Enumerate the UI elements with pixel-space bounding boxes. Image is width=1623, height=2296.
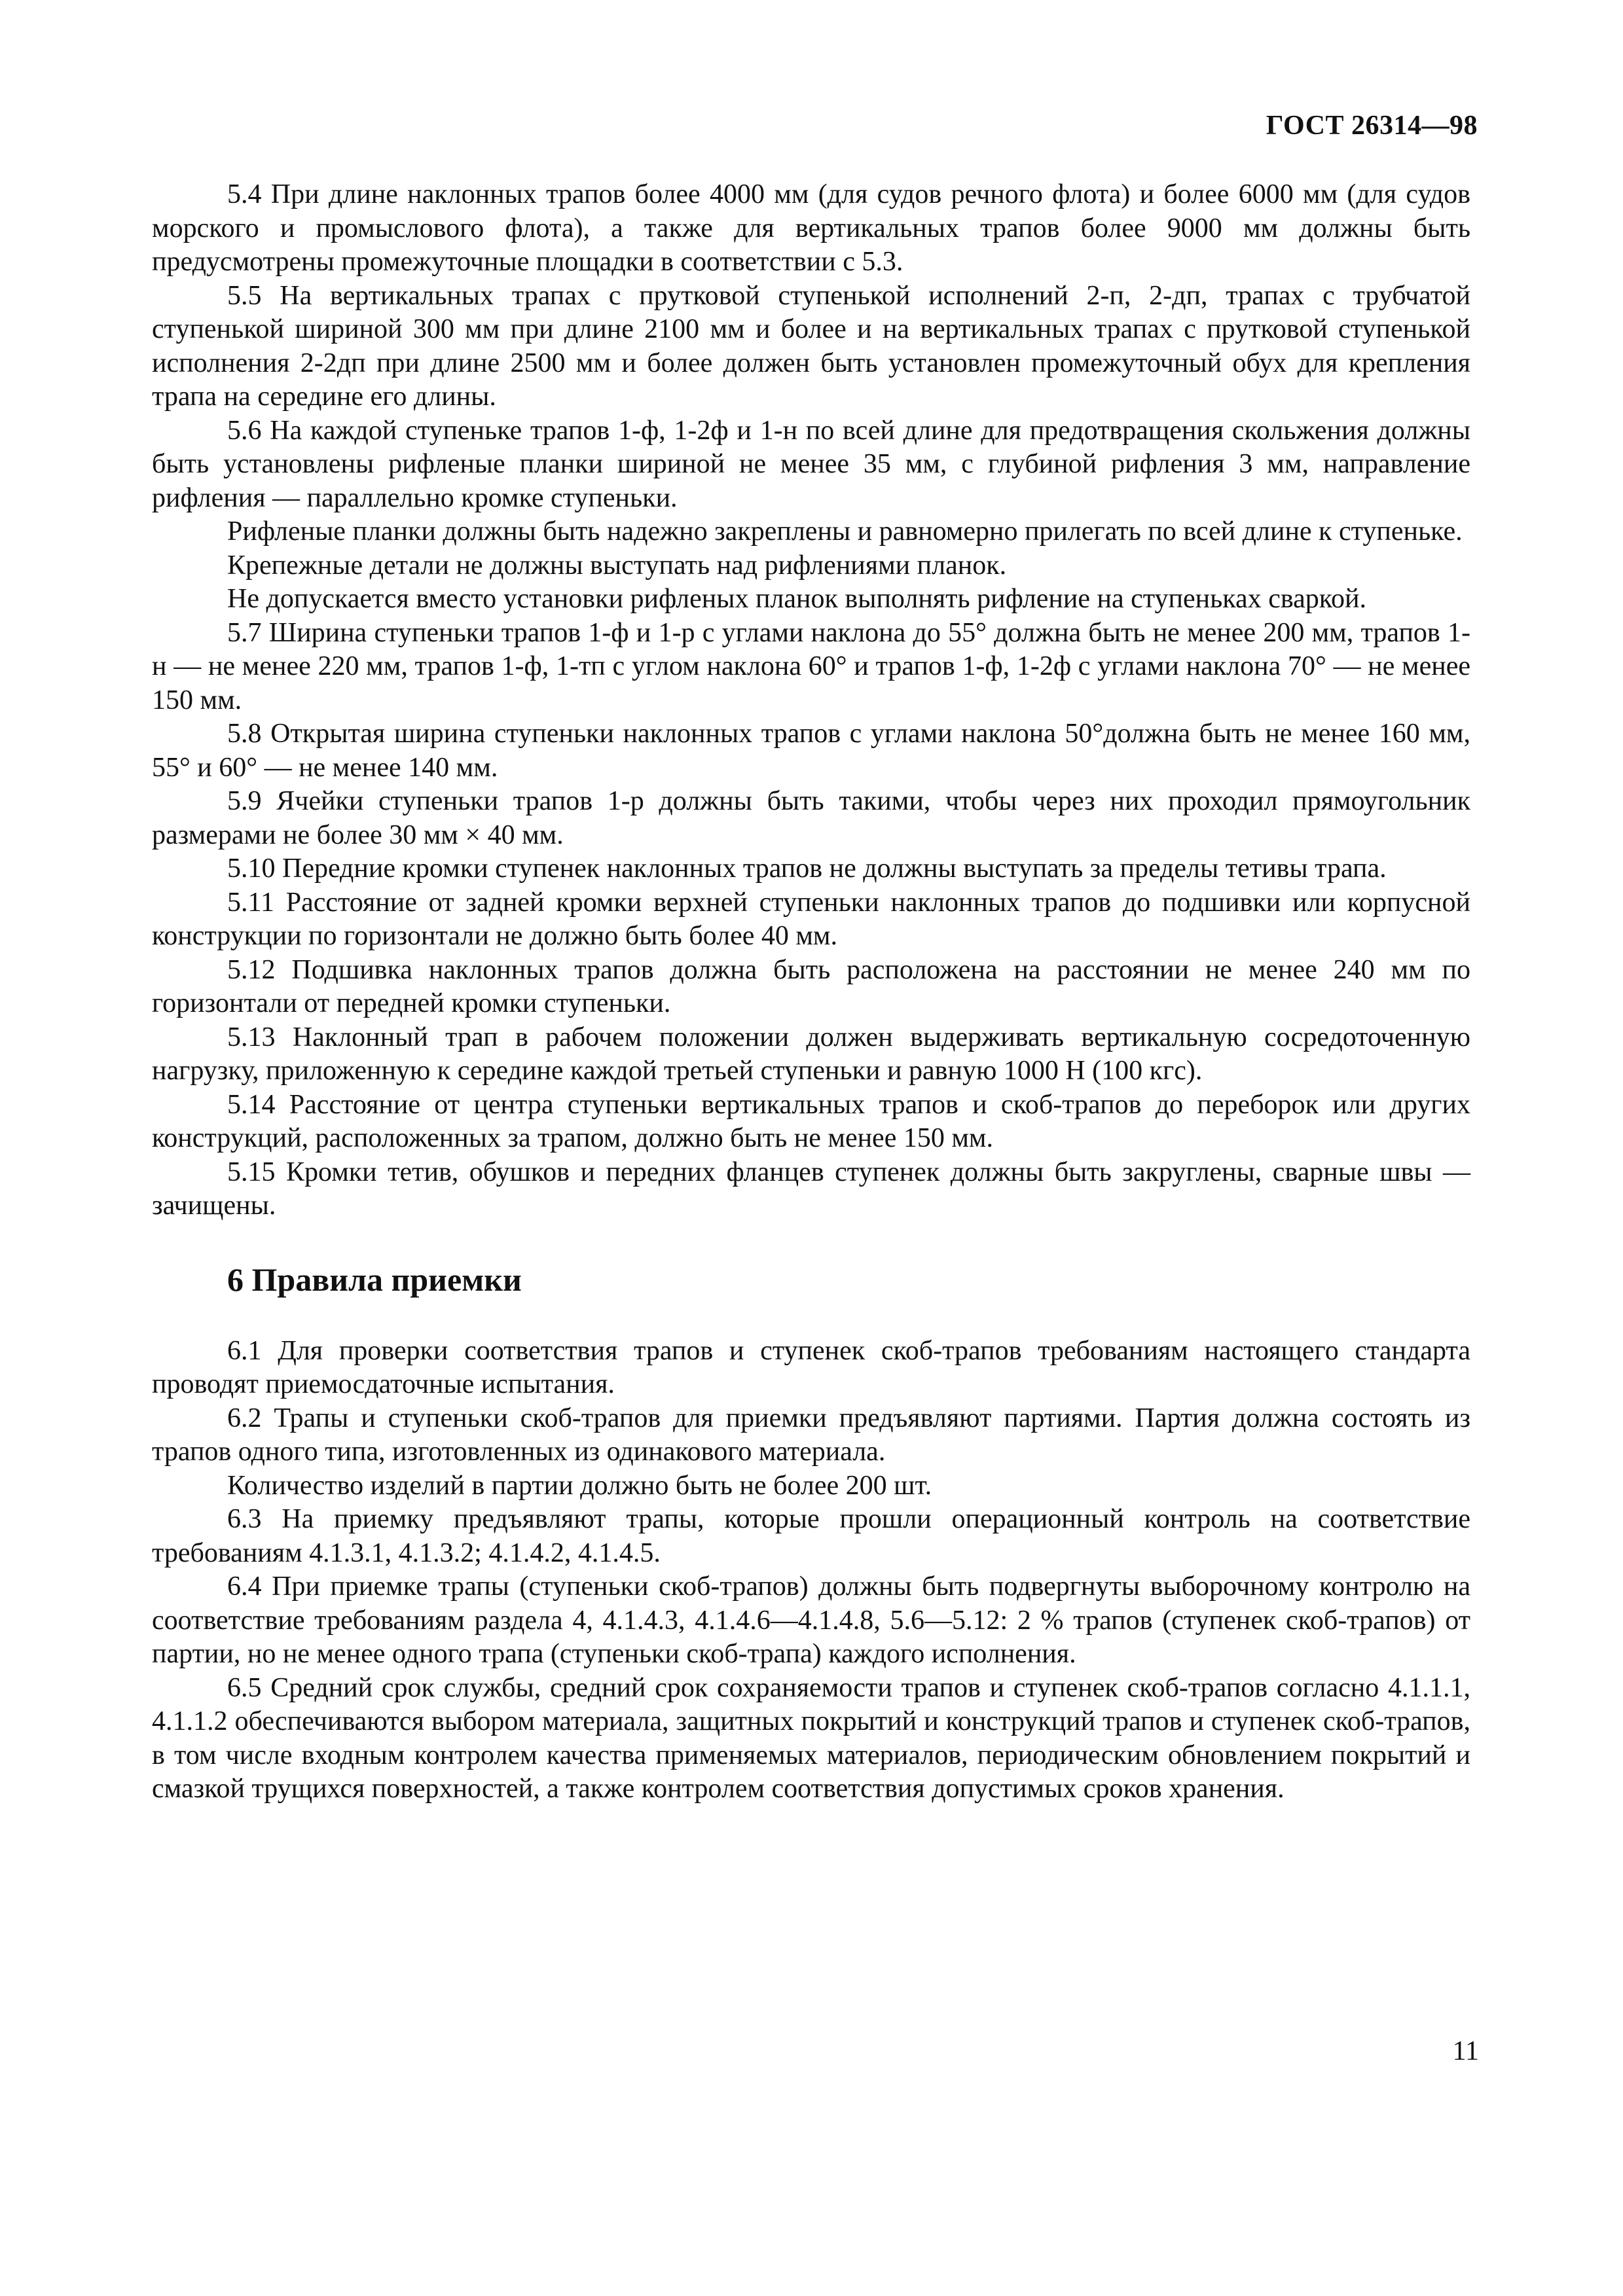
document-header: ГОСТ 26314—98 bbox=[1266, 111, 1478, 141]
page-number: 11 bbox=[1452, 2036, 1479, 2066]
paragraph-5-12: 5.12 Подшивка наклонных трапов должна быть расположена на расстоянии не менее 240 мм по горизонтали от передней кромки ступеньки. bbox=[152, 954, 1470, 1018]
paragraph-6-2-note: Количество изделий в партии должно быть не более 200 шт. bbox=[227, 1470, 932, 1501]
paragraph-5-11: 5.11 Расстояние от задней кромки верхней ступеньки наклонных трапов до подшивки или корпусной конструкции по горизонтали не должно быть более 40 мм. bbox=[152, 887, 1470, 951]
paragraph-6-4: 6.4 При приемке трапы (ступеньки скоб-трапов) должны быть подвергнуты выборочному контролю на соответствие требованиям раздела 4, 4.1.4.3, 4.1.4.6—4.1.4.8, 5.6—5.12: 2 % трапов (ступенек скоб-трапов) от партии, но не менее одного трапа (ступеньки скоб-трапа) каждого исполнения. bbox=[152, 1571, 1470, 1669]
paragraph-5-15: 5.15 Кромки тетив, обушков и передних фланцев ступенек должны быть закруглены, сварные швы — зачищены. bbox=[152, 1157, 1470, 1221]
paragraph-5-10: 5.10 Передние кромки ступенек наклонных трапов не должны выступать за пределы тетивы трапа. bbox=[227, 853, 1387, 884]
paragraph-6-1: 6.1 Для проверки соответствия трапов и ступенек скоб-трапов требованиям настоящего стандарта проводят приемосдаточные испытания. bbox=[152, 1335, 1470, 1399]
paragraph-6-2: 6.2 Трапы и ступеньки скоб-трапов для приемки предъявляют партиями. Партия должна состоять из трапов одного типа, изготовленных из одинакового материала. bbox=[152, 1403, 1470, 1467]
paragraph-5-8: 5.8 Открытая ширина ступеньки наклонных трапов с углами наклона 50°должна быть не менее 160 мм, 55° и 60° — не менее 140 мм. bbox=[152, 719, 1470, 783]
page-content bbox=[152, 178, 1470, 1806]
paragraph-5-9: 5.9 Ячейки ступеньки трапов 1-р должны быть такими, чтобы через них проходил прямоугольник размерами не более 30 мм × 40 мм. bbox=[152, 786, 1470, 850]
paragraph-5-6-note-3: Не допускается вместо установки рифленых планок выполнять рифление на ступеньках сваркой. bbox=[227, 584, 1367, 614]
paragraph-6-3: 6.3 На приемку предъявляют трапы, которые прошли операционный контроль на соответствие требованиям 4.1.3.1, 4.1.3.2; 4.1.4.2, 4.1.4.5. bbox=[152, 1504, 1470, 1568]
paragraph-5-13: 5.13 Наклонный трап в рабочем положении должен выдерживать вертикальную сосредоточенную нагрузку, приложенную к середине каждой третьей ступеньки и равную 1000 Н (100 кгс). bbox=[152, 1022, 1470, 1086]
paragraph-5-6: 5.6 На каждой ступеньке трапов 1-ф, 1-2ф и 1-н по всей длине для предотвращения скольжения должны быть установлены рифленые планки шириной не менее 35 мм, с глубиной рифления 3 мм, направление рифления — параллельно кромке ступеньки. bbox=[152, 415, 1470, 513]
paragraph-5-7: 5.7 Ширина ступеньки трапов 1-ф и 1-р с углами наклона до 55° должна быть не менее 200 мм, трапов 1-н — не менее 220 мм, трапов 1-ф, 1-тп с углом наклона 60° и трапов 1-ф, 1-2ф с углами наклона 70° — не менее 150 мм. bbox=[152, 617, 1470, 715]
paragraph-5-6-note-1: Рифленые планки должны быть надежно закреплены и равномерно прилегать по всей длине к ступеньке. bbox=[227, 516, 1463, 547]
paragraph-5-6-note-2: Крепежные детали не должны выступать над рифлениями планок. bbox=[227, 550, 1007, 581]
section-6-title: 6 Правила приемки bbox=[227, 1261, 522, 1298]
paragraph-5-4: 5.4 При длине наклонных трапов более 4000 мм (для судов речного флота) и более 6000 мм (для судов морского и промыслового флота), а также для вертикальных трапов более 9000 мм должны быть предусмотрены промежуточные площадки в соответствии с 5.3. bbox=[152, 179, 1470, 277]
paragraph-5-14: 5.14 Расстояние от центра ступеньки вертикальных трапов и скоб-трапов до переборок или других конструкций, расположенных за трапом, должно быть не менее 150 мм. bbox=[152, 1089, 1470, 1153]
paragraph-6-5: 6.5 Средний срок службы, средний срок сохраняемости трапов и ступенек скоб-трапов согласно 4.1.1.1, 4.1.1.2 обеспечиваются выбором материала, защитных покрытий и конструкций трапов и ступенек скоб-трапов, в том числе входным контролем качества применяемых материалов, периодическим обновлением покрытий и смазкой трущихся поверхностей, а также контролем соответствия допустимых сроков хранения. bbox=[152, 1672, 1470, 1804]
paragraph-5-5: 5.5 На вертикальных трапах с прутковой ступенькой исполнений 2-п, 2-дп, трапах с трубчатой ступенькой шириной 300 мм при длине 2100 мм и более и на вертикальных трапах с прутковой ступенькой исполнения 2-2дп при длине 2500 мм и более должен быть установлен промежуточный обух для крепления трапа на середине его длины. bbox=[152, 280, 1470, 412]
